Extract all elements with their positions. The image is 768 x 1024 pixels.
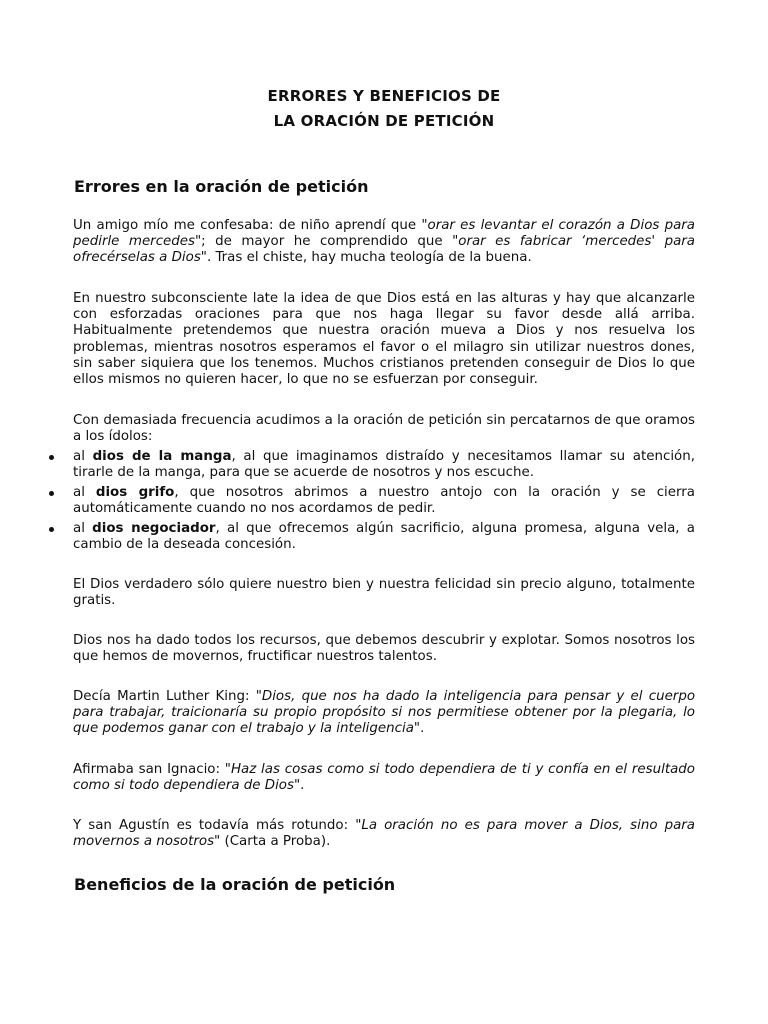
bullet-icon [49, 491, 54, 496]
quote-orar-levantar: "orar es levantar el corazón a Dios para pedirle mercedes" [73, 218, 696, 250]
paragraph-frecuencia: Con demasiada frecuencia acudimos a la oración de petición sin percatarnos de que oramos a los ídolos: [73, 413, 695, 445]
bullet-icon [49, 455, 54, 460]
quote-san-ignacio: "Haz las cosas como si todo dependiera de ti y confía en el resultado como si todo dependiera de Dios" [73, 762, 695, 794]
bullet-item-dios-manga [73, 449, 695, 481]
paragraph-san-ignacio-end: . [300, 778, 305, 794]
paragraph-luther-king-end: . [420, 721, 425, 737]
section-heading-beneficios: Beneficios de la oración de petición [74, 875, 396, 894]
bullet-term: dios negociador [92, 521, 216, 536]
paragraph-san-ignacio-intro: Afirmaba san Ignacio: [73, 762, 225, 777]
bullet-text-post: , al que imaginamos distraído y necesitamos llamar su atención, tirarle de la manga, para que se acuerde de nosotros y nos escuche. [73, 449, 695, 481]
paragraph-san-agustin [73, 818, 695, 850]
paragraph-amigo-part-a: Un amigo mío me confesaba: de niño aprendí que [73, 218, 422, 233]
paragraph-luther-king-intro: Decía Martin Luther King: [73, 689, 256, 704]
quote-san-agustin: "La oración no es para mover a Dios, sino para movernos a nosotros" [73, 818, 695, 850]
bullet-term: dios de la manga [92, 449, 232, 464]
paragraph-san-ignacio [73, 762, 695, 794]
bullet-text-post: , que nosotros abrimos a nuestro antojo con la oración y se cierra automáticamente cuando no nos acordamos de pedir. [73, 485, 695, 517]
document-title-line-1: ERRORES Y BENEFICIOS DE [267, 87, 501, 105]
paragraph-amigo [73, 218, 695, 267]
paragraph-luther-king [73, 689, 695, 738]
bullet-text-pre: al [73, 521, 93, 536]
paragraph-amigo-part-e: . Tras el chiste, hay mucha teología de la buena. [206, 250, 532, 266]
bullet-text-pre: al [73, 485, 96, 500]
paragraph-san-agustin-end: (Carta a Proba). [220, 834, 331, 850]
bullet-item-dios-grifo [73, 485, 695, 517]
bullet-term: dios grifo [95, 485, 175, 500]
paragraph-dios-verdadero: El Dios verdadero sólo quiere nuestro bien y nuestra felicidad sin precio alguno, totalmente gratis. [73, 577, 695, 609]
quote-orar-fabricar: "orar es fabricar ‘mercedes' para ofrecérselas a Dios" [73, 234, 695, 266]
quote-luther-king: "Dios, que nos ha dado la inteligencia para pensar y el cuerpo para trabajar, traicionaría su propio propósito si nos permitiese obtener por la plegaria, lo que podemos ganar con el trabajo y la inteligencia" [73, 689, 696, 737]
paragraph-recursos: Dios nos ha dado todos los recursos, que debemos descubrir y explotar. Somos nosotros los que hemos de movernos, fructificar nuestros talentos. [73, 633, 695, 665]
paragraph-subconsciente: En nuestro subconsciente late la idea de que Dios está en las alturas y hay que alcanzarle con esforzadas oraciones para que nos haga llegar su favor desde allá arriba. Habitualmente pretendemos que nuestra oración mueva a Dios y nos resuelva los problemas, mientras nosotros esperamos el favor o el milagro sin utilizar nuestros dones, sin saber siquiera que los tenemos. Muchos cristianos pretenden conseguir de Dios lo que ellos mismos no quieren hacer, lo que no se esfuerzan por conseguir. [73, 291, 695, 388]
bullet-icon [49, 527, 54, 532]
bullet-text-post: , al que ofrecemos algún sacrificio, alguna promesa, alguna vela, a cambio de la deseada concesión. [73, 521, 695, 553]
section-heading-errores: Errores en la oración de petición [74, 177, 369, 196]
paragraph-san-agustin-intro: Y san Agustín es todavía más rotundo: [73, 818, 356, 833]
paragraph-amigo-part-c: ; de mayor he comprendido que [201, 234, 453, 250]
bullet-text-pre: al [73, 449, 93, 464]
bullet-item-dios-negociador [73, 521, 695, 553]
document-title-line-2: LA ORACIÓN DE PETICIÓN [273, 112, 495, 130]
